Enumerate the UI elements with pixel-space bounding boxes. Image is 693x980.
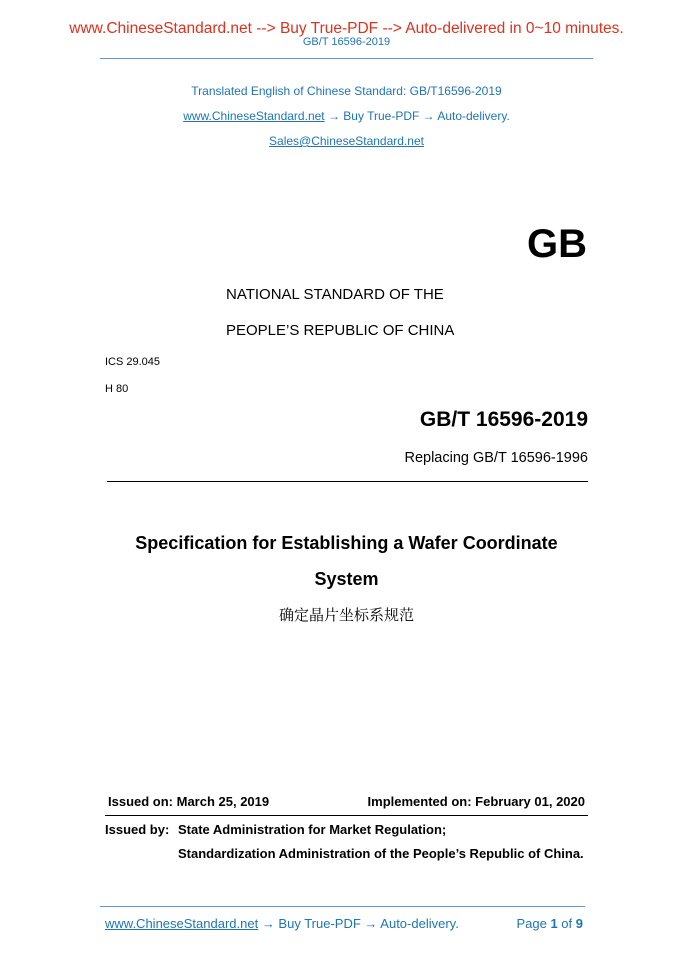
- ics-code: ICS 29.045: [105, 356, 161, 368]
- of-label: of: [561, 916, 573, 931]
- purchase-text: → Buy True-PDF → Auto-delivery.: [324, 109, 510, 123]
- title-divider: [107, 481, 588, 482]
- header-standard-code: GB/T 16596-2019: [302, 36, 391, 48]
- header-divider: [100, 58, 593, 59]
- issued-on: Issued on: March 25, 2019: [108, 794, 270, 809]
- site-link[interactable]: www.ChineseStandard.net: [183, 109, 325, 123]
- issued-by-authority-1: State Administration for Market Regulation;: [178, 822, 447, 837]
- classification-code: H 80: [105, 383, 129, 395]
- sales-email-link[interactable]: Sales@ChineseStandard.net: [269, 134, 424, 148]
- replacing-note: Replacing GB/T 16596-1996: [404, 450, 588, 466]
- page-label: Page: [516, 916, 547, 931]
- document-title-line1: Specification for Establishing a Wafer Coordinate: [135, 533, 558, 553]
- email-line: [0, 134, 693, 148]
- national-standard-line2: PEOPLE’S REPUBLIC OF CHINA: [226, 322, 455, 339]
- gb-mark: GB: [527, 222, 587, 266]
- implemented-on: Implemented on: February 01, 2020: [367, 794, 585, 809]
- issued-by-authority-2: Standardization Administration of the People’s Republic of China.: [178, 846, 584, 861]
- translation-notice: Translated English of Chinese Standard: GB/T16596-2019: [191, 84, 502, 98]
- current-page: 1: [550, 916, 558, 931]
- document-title-line2: System: [314, 569, 379, 589]
- issue-divider: [105, 815, 588, 816]
- total-pages: 9: [575, 916, 583, 931]
- issued-by-label: Issued by:: [105, 822, 170, 837]
- footer-purchase-line: [105, 916, 459, 931]
- standard-code: GB/T 16596-2019: [419, 408, 588, 431]
- footer-site-link[interactable]: www.ChineseStandard.net: [105, 916, 259, 931]
- national-standard-line1: NATIONAL STANDARD OF THE: [226, 286, 444, 303]
- footer-divider: [100, 906, 585, 907]
- page-number: [516, 916, 583, 931]
- footer-purchase-text: → Buy True-PDF → Auto-delivery.: [258, 916, 459, 931]
- promo-banner[interactable]: www.ChineseStandard.net --> Buy True-PDF --> Auto-delivered in 0~10 minutes.: [69, 20, 624, 37]
- purchase-line: [0, 109, 693, 123]
- document-title-chinese: 确定晶片坐标系规范: [278, 606, 414, 624]
